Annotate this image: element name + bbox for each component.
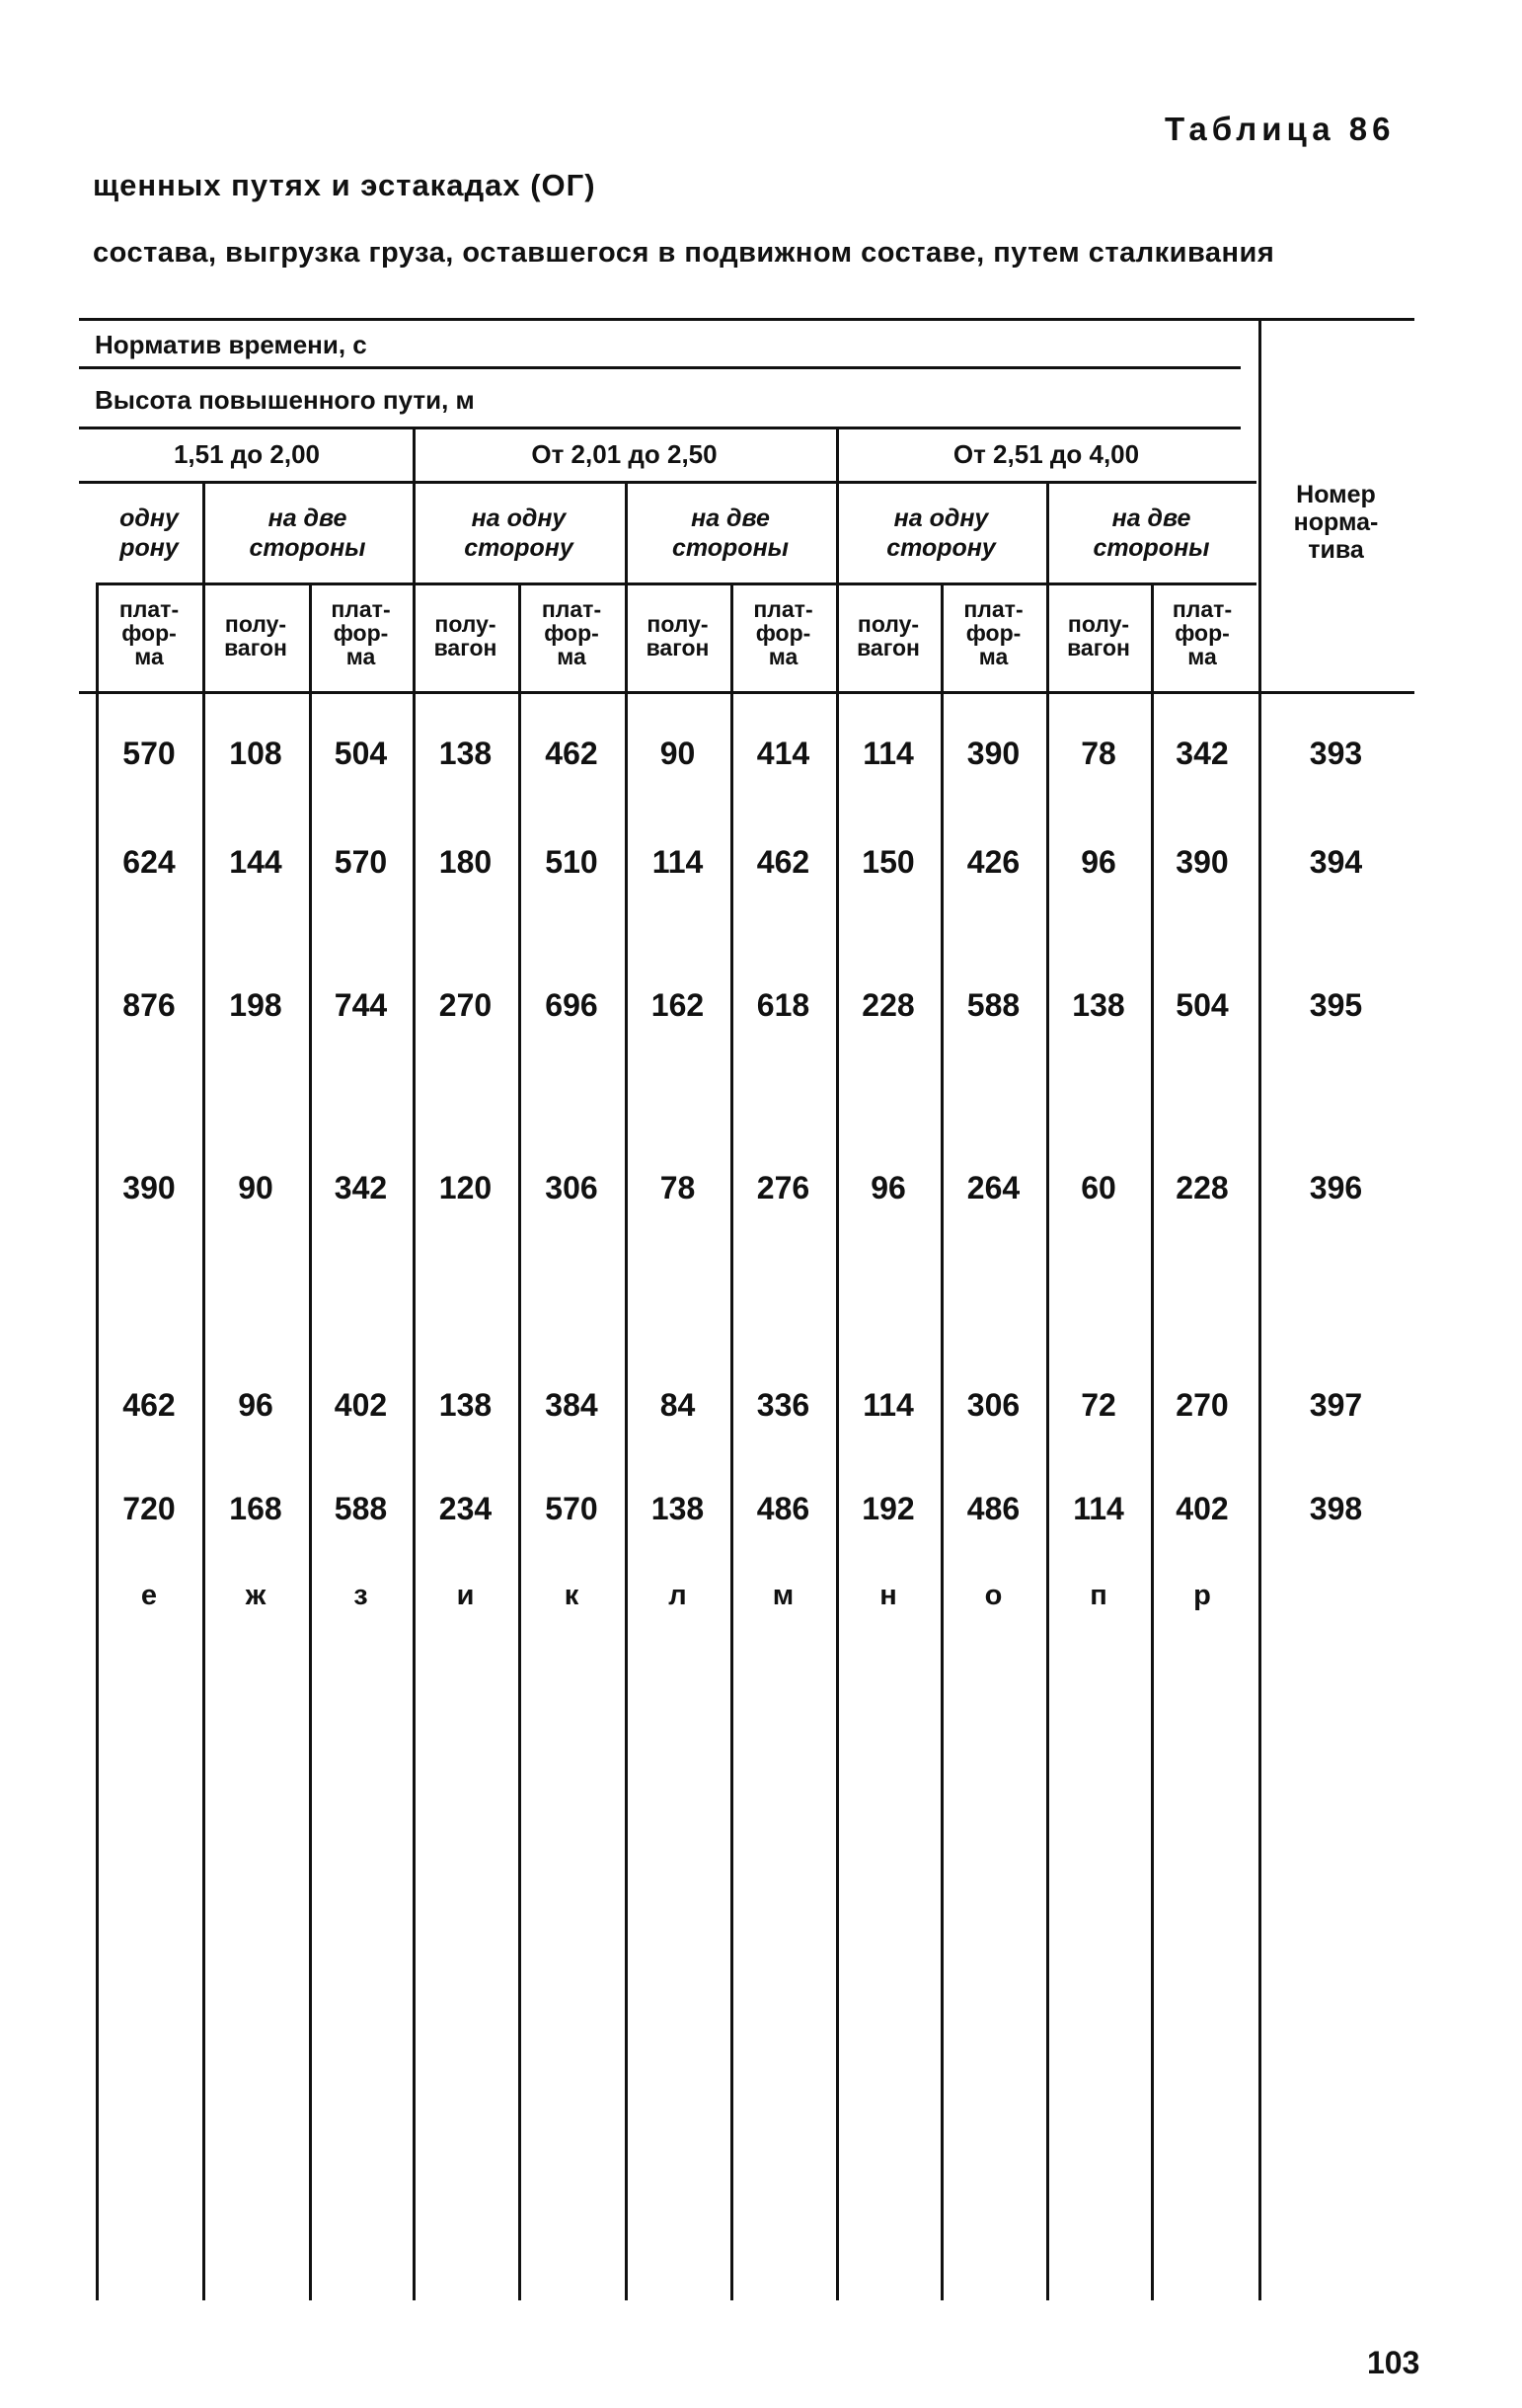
cell-r1-c2: 570 (334, 844, 388, 880)
col-header-line: полу- (857, 611, 920, 637)
side-label-line: сторону (464, 534, 573, 562)
cell-r2-c9: 138 (1072, 987, 1125, 1023)
cell-r4-c0: 462 (122, 1387, 176, 1423)
col-divider-1 (518, 583, 521, 2300)
column-letter-10: р (1193, 1580, 1211, 1611)
col-header-line: фор- (333, 620, 389, 646)
norm-number-3: 396 (1309, 1170, 1363, 1205)
cell-r4-c4: 384 (545, 1387, 598, 1423)
rule-after-ranges (79, 481, 1256, 484)
col-header-2 (309, 597, 413, 668)
col-header-10 (1151, 597, 1254, 668)
col-header-line: ма (345, 644, 376, 669)
side-label-line: одну (119, 505, 179, 532)
left-border (96, 583, 99, 2300)
range-divider-2 (836, 427, 839, 2300)
cell-r1-c10: 390 (1176, 844, 1229, 880)
col-header-line: полу- (224, 611, 287, 637)
side-label-0 (96, 504, 202, 563)
norm-number-header-line: Номер (1296, 481, 1376, 508)
cell-r5-c4: 570 (545, 1491, 598, 1526)
cell-r0-c1: 108 (229, 736, 282, 771)
col-header-line: плат- (1172, 596, 1233, 622)
column-letter-6: м (772, 1580, 795, 1611)
cell-r2-c8: 588 (966, 987, 1021, 1023)
cell-r2-c6: 618 (756, 987, 810, 1023)
cell-r3-c4: 306 (545, 1170, 598, 1205)
column-letter-0: е (140, 1580, 158, 1611)
col-header-line: вагон (433, 635, 497, 660)
cell-r5-c1: 168 (229, 1491, 282, 1526)
column-letter-1: ж (245, 1580, 266, 1611)
range-label-0: 1,51 до 2,00 (173, 439, 321, 469)
cell-r3-c10: 228 (1176, 1170, 1229, 1205)
cell-r0-c0: 570 (122, 736, 176, 771)
col-header-line: вагон (646, 635, 710, 660)
cell-r3-c0: 390 (122, 1170, 176, 1205)
col-header-line: полу- (434, 611, 496, 637)
cell-r2-c5: 162 (650, 987, 705, 1023)
col-header-0 (96, 597, 202, 668)
column-letter-9: п (1090, 1580, 1107, 1611)
col-header-line: вагон (1067, 635, 1130, 660)
side-label-line: на две (1111, 505, 1191, 532)
cell-r3-c5: 78 (659, 1170, 696, 1205)
cell-r2-c10: 504 (1176, 987, 1229, 1023)
cell-r0-c5: 90 (659, 736, 696, 771)
rule-after-height (79, 427, 1241, 429)
norm-number-header-line: тива (1308, 536, 1364, 564)
cell-r3-c7: 96 (871, 1170, 906, 1205)
range-divider-1 (413, 427, 416, 2300)
cell-r0-c4: 462 (545, 736, 598, 771)
norm-number-2: 395 (1309, 987, 1363, 1023)
cell-r3-c2: 342 (334, 1170, 388, 1205)
cell-r4-c3: 138 (438, 1387, 493, 1423)
col-header-line: полу- (647, 611, 709, 637)
col-divider-0 (309, 583, 312, 2300)
norm-number-0: 393 (1309, 736, 1363, 771)
cell-r4-c1: 96 (238, 1387, 273, 1423)
col-header-line: ма (978, 644, 1009, 669)
subtitle-line: состава, выгрузка груза, оставшегося в подвижном составе, путем сталкивания (93, 237, 1275, 269)
side-label-2 (413, 504, 625, 563)
col-header-line: плат- (118, 596, 180, 622)
cell-r4-c9: 72 (1081, 1387, 1116, 1423)
col-header-7 (836, 612, 941, 660)
cell-r2-c3: 270 (438, 987, 493, 1023)
side-label-line: на одну (471, 505, 567, 532)
cell-r5-c0: 720 (122, 1491, 176, 1526)
col-header-1 (202, 612, 309, 660)
column-letter-3: и (456, 1580, 475, 1611)
height-label: Высота повышенного пути, м (95, 385, 475, 415)
norm-number-4: 397 (1309, 1387, 1363, 1423)
col-header-line: фор- (121, 620, 177, 646)
col-header-line: фор- (965, 620, 1022, 646)
cell-r0-c9: 78 (1081, 736, 1116, 771)
table-label: Таблица 86 (1165, 111, 1396, 147)
cell-r1-c0: 624 (122, 844, 176, 880)
cell-r1-c9: 96 (1081, 844, 1116, 880)
cell-r5-c2: 588 (334, 1491, 388, 1526)
title-line: щенных путях и эстакадах (ОГ) (93, 168, 596, 202)
rule-after-col-headers (79, 691, 1414, 694)
column-letter-5: л (668, 1580, 687, 1611)
cell-r1-c3: 180 (438, 844, 493, 880)
side-label-3 (625, 504, 836, 563)
cell-r5-c10: 402 (1176, 1491, 1229, 1526)
norm-time-label: Норматив времени, с (95, 330, 367, 359)
col-divider-3 (941, 583, 944, 2300)
column-letter-7: н (879, 1580, 897, 1611)
cell-r4-c6: 336 (756, 1387, 810, 1423)
cell-r2-c0: 876 (122, 987, 176, 1023)
cell-r1-c4: 510 (545, 844, 598, 880)
cell-r0-c6: 414 (756, 736, 810, 771)
side-label-1 (202, 504, 413, 563)
col-header-line: плат- (541, 596, 602, 622)
cell-r3-c6: 276 (756, 1170, 810, 1205)
col-header-line: фор- (1175, 620, 1230, 646)
col-header-line: фор- (755, 620, 811, 646)
cell-r0-c2: 504 (334, 736, 388, 771)
col-header-line: плат- (753, 596, 813, 622)
norm-number-header-line: норма- (1293, 508, 1379, 536)
side-label-line: стороны (671, 534, 790, 562)
cell-r4-c7: 114 (863, 1387, 914, 1423)
cell-r5-c5: 138 (650, 1491, 705, 1526)
range-label-2: От 2,51 до 4,00 (952, 439, 1140, 469)
col-header-line: полу- (1067, 611, 1130, 637)
col-header-line: ма (768, 644, 799, 669)
cell-r1-c1: 144 (229, 844, 282, 880)
cell-r5-c3: 234 (438, 1491, 493, 1526)
cell-r5-c6: 486 (756, 1491, 810, 1526)
norm-number-1: 394 (1309, 844, 1363, 880)
col-header-3 (413, 612, 518, 660)
col-header-line: вагон (224, 635, 287, 660)
col-header-line: плат- (963, 596, 1024, 622)
side-label-line: на две (267, 505, 347, 532)
side-label-4 (836, 504, 1046, 563)
cell-r1-c7: 150 (862, 844, 915, 880)
cell-r0-c3: 138 (438, 736, 493, 771)
norm-number-5: 398 (1309, 1491, 1363, 1526)
cell-r3-c1: 90 (238, 1170, 273, 1205)
cell-r2-c4: 696 (545, 987, 598, 1023)
page-number: 103 (1367, 2345, 1420, 2380)
range-label-1: От 2,01 до 2,50 (531, 439, 718, 469)
cell-r3-c9: 60 (1081, 1170, 1116, 1205)
cell-r1-c5: 114 (651, 844, 704, 880)
col-header-4 (518, 597, 625, 668)
col-header-8 (941, 597, 1046, 668)
cell-r5-c9: 114 (1073, 1491, 1124, 1526)
col-header-line: фор- (544, 620, 599, 646)
side-label-line: рону (119, 534, 179, 562)
cell-r4-c10: 270 (1176, 1387, 1229, 1423)
cell-r2-c1: 198 (229, 987, 282, 1023)
table-top-rule (79, 318, 1414, 321)
cell-r4-c5: 84 (659, 1387, 696, 1423)
column-letter-4: к (564, 1580, 579, 1611)
col-divider-4 (1151, 583, 1154, 2300)
col-header-9 (1046, 612, 1151, 660)
cell-r2-c2: 744 (334, 987, 388, 1023)
col-header-5 (625, 612, 730, 660)
cell-r4-c8: 306 (966, 1387, 1021, 1423)
col-divider-2 (730, 583, 733, 2300)
number-column-border (1258, 318, 1261, 2300)
side-label-line: на две (691, 505, 770, 532)
side-label-line: стороны (249, 534, 366, 562)
side-label-line: на одну (893, 505, 989, 532)
col-header-6 (730, 597, 836, 668)
cell-r0-c10: 342 (1176, 736, 1229, 771)
col-header-line: ма (1187, 644, 1217, 669)
rule-after-sides (96, 583, 1256, 585)
norm-number-header (1258, 481, 1413, 564)
col-header-line: ма (134, 644, 164, 669)
cell-r3-c8: 264 (966, 1170, 1021, 1205)
cell-r5-c7: 192 (862, 1491, 915, 1526)
col-header-line: ма (557, 644, 586, 669)
cell-r2-c7: 228 (862, 987, 915, 1023)
side-label-5 (1046, 504, 1256, 563)
cell-r4-c2: 402 (334, 1387, 388, 1423)
cell-r0-c8: 390 (966, 736, 1021, 771)
cell-r3-c3: 120 (438, 1170, 493, 1205)
cell-r1-c6: 462 (756, 844, 810, 880)
col-header-line: вагон (857, 635, 920, 660)
side-label-line: стороны (1093, 534, 1210, 562)
col-header-line: плат- (331, 596, 391, 622)
cell-r5-c8: 486 (966, 1491, 1021, 1526)
cell-r1-c8: 426 (966, 844, 1021, 880)
rule-after-norm-time (79, 366, 1241, 369)
column-letter-8: о (984, 1580, 1003, 1611)
column-letter-2: з (353, 1580, 368, 1611)
cell-r0-c7: 114 (863, 736, 914, 771)
side-label-line: сторону (886, 534, 996, 562)
